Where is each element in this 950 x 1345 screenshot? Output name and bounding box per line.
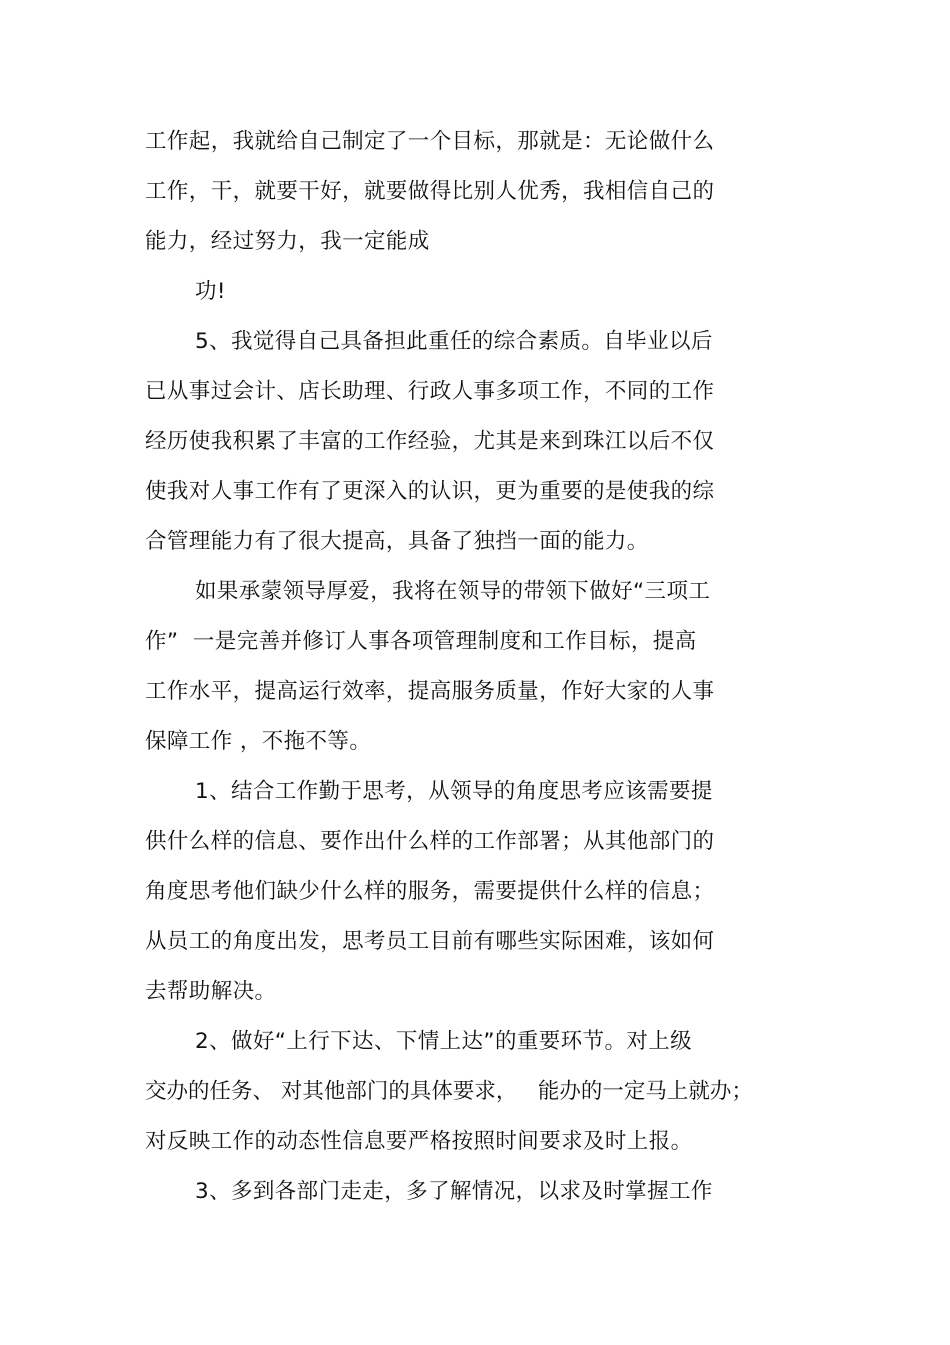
text-line: 使我对人事工作有了更深入的认识，更为重要的是使我的综 (145, 479, 715, 504)
text-line: 对反映工作的动态性信息要严格按照时间要求及时上报。 (145, 1129, 693, 1154)
text-line: 合管理能力有了很大提高，具备了独挡一面的能力。 (145, 529, 649, 554)
paragraph-start-line: 5、我觉得自己具备担此重任的综合素质。自毕业以后 (195, 329, 713, 354)
text-line: 已从事过会计、店长助理、行政人事多项工作，不同的工作 (145, 379, 715, 404)
text-line: 能力，经过努力，我一定能成 (145, 229, 430, 254)
paragraph-start-line: 如果承蒙领导厚爱，我将在领导的带领下做好“三项工 (195, 579, 711, 604)
text-line: 工作，干，就要干好，就要做得比别人优秀，我相信自己的 (145, 179, 715, 204)
text-line: 工作水平，提高运行效率，提高服务质量，作好大家的人事 (145, 679, 715, 704)
text-line: 交办的任务、 对其他部门的具体要求， 能办的一定马上就办； (145, 1079, 753, 1104)
text-line: 供什么样的信息、要作出什么样的工作部署；从其他部门的 (145, 829, 715, 854)
text-line: 去帮助解决。 (145, 979, 277, 1004)
text-line: 角度思考他们缺少什么样的服务，需要提供什么样的信息； (145, 879, 715, 904)
text-line: 功! (195, 279, 226, 304)
text-line: 工作起，我就给自己制定了一个目标，那就是：无论做什么 (145, 129, 715, 154)
paragraph-start-line: 1、结合工作勤于思考，从领导的角度思考应该需要提 (195, 779, 713, 804)
text-line: 作” 一是完善并修订人事各项管理制度和工作目标，提高 (145, 629, 697, 654)
paragraph-start-line: 2、做好“上行下达、下情上达”的重要环节。对上级 (195, 1029, 693, 1054)
paragraph-start-line: 3、多到各部门走走，多了解情况，以求及时掌握工作 (195, 1179, 713, 1204)
text-line: 从员工的角度出发，思考员工目前有哪些实际困难，该如何 (145, 929, 715, 954)
text-line: 保障工作 ，不拖不等。 (145, 729, 372, 754)
text-line: 经历使我积累了丰富的工作经验，尤其是来到珠江以后不仅 (145, 429, 715, 454)
